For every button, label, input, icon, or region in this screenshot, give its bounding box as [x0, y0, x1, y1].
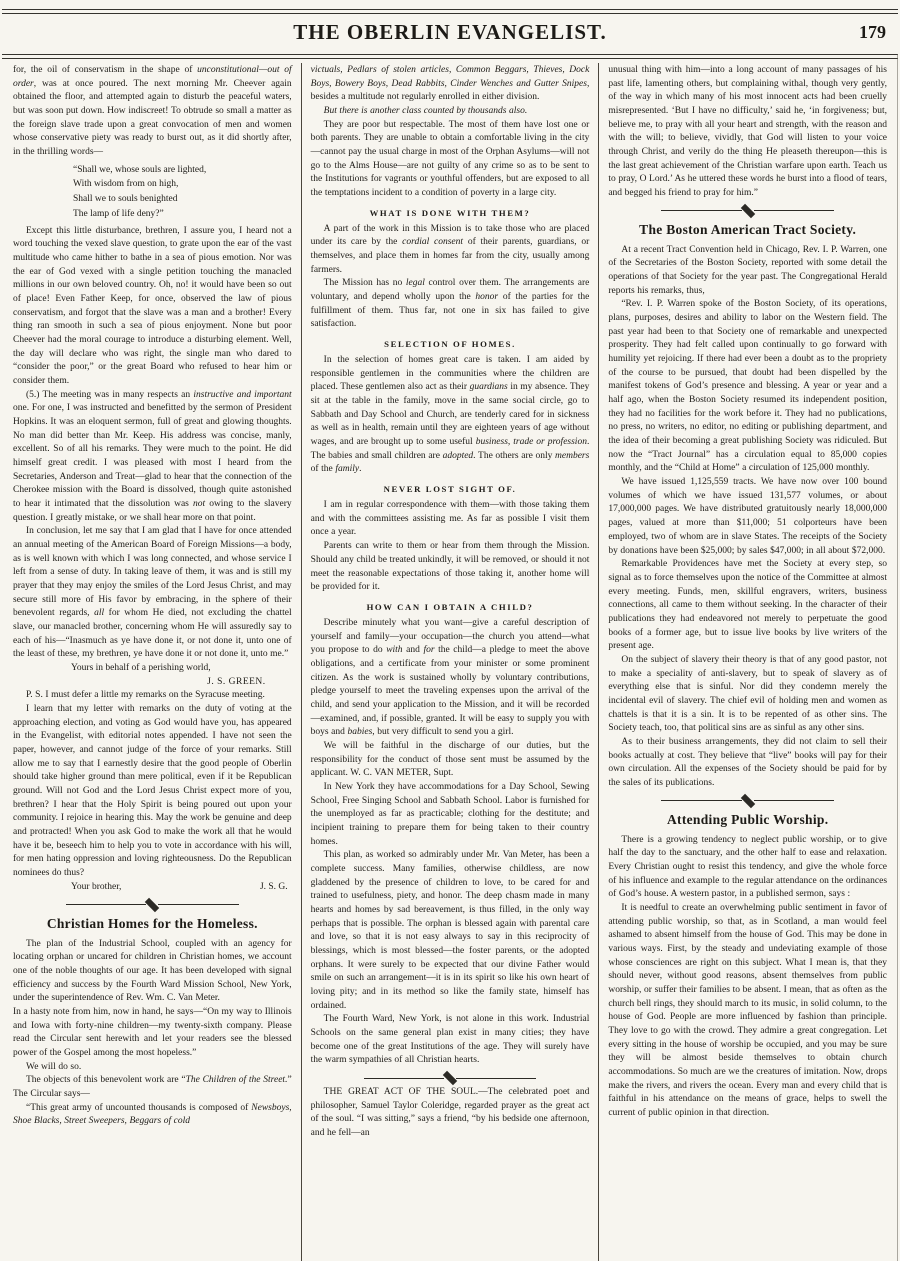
- verse-line: With wisdom from on high,: [73, 179, 179, 190]
- article-heading: The Boston American Tract Society.: [639, 221, 857, 237]
- paragraph: Describe minutely what you want—give a careful description of yourself and family—your occupation—the church you attend—what you propose to do with and for the child—a pledge to meet the above obligations, and a certificate from your minister or some prominent citizen. As the work is sustained wholly by voluntary contributions, pledge yourself to meet the traveling expenses upon the arrival of the child, and send your application to the Mission, and it will be recorded—examined, and, if possible, granted. It will be easy to supply you with boys and babies, but very difficult to send you a girl.: [310, 617, 590, 738]
- paragraph: The objects of this benevolent work are “The Children of the Street.” The Circular says—: [13, 1075, 292, 1099]
- masthead-rule: [2, 54, 898, 59]
- verse-line: The lamp of life deny?”: [73, 208, 164, 219]
- signature-initials: J. S. G.: [259, 881, 288, 892]
- letter-signoff-row: [13, 881, 292, 895]
- paragraph: unusual thing with him—into a long account of many passages of his past life, lamenting others, but complaining withal, though very gently, of the way in which many of his most innocent acts had been cruelly misrepresented. ‘But I have no difficulty,’ said he, ‘in forgiveness; but, believe me, to pray with all your heart and strength, with the reason and with the will; to believe, vividly, that God will listen to your voice through Christ, and verily do the thing He pleaseth thereupon—this is the last great achievement of the Christian warfare upon earth. Teach us to pray, O Lord.’ As he uttered these words he burst into a flood of tears, and begged his friend to pray for him.”: [608, 65, 888, 199]
- divider-diamond-ornament: [145, 897, 159, 911]
- masthead: [0, 14, 900, 54]
- paragraph: In conclusion, let me say that I am glad that I have for once attended an annual meeting of the American Board of Foreign Missions—a body, as is well known with which I was long connected, and whose service I left from a sense of duty. In taking leave of them, it was and is still my prayer that they may enjoy the smiles of the Lord Jesus Christ, and may secure still more of His favor by embracing, in the sphere of their benevolent regards, all for whom He died, not excluding the chattel slave, our manacled brother, concerning whom He will assuredly say to each of his—“Inasmuch as ye have done it, or not done it, unto one of the least of these, my brethren, ye have done it or not done it, unto me.”: [13, 526, 292, 660]
- columns-container: [0, 61, 900, 1261]
- section-subheading: NEVER LOST SIGHT OF.: [383, 484, 517, 495]
- paragraph: P. S. I must defer a little my remarks on the Syracuse meeting.: [26, 690, 265, 701]
- verse-line: “Shall we, whose souls are lighted,: [73, 164, 207, 175]
- letter-signature: J. S. GREEN.: [207, 676, 266, 687]
- paragraph: Parents can write to them or hear from them through the Mission. Should any child be treated unkindly, it will be removed, or should it not meet the reasonable expectations of those taking it, another home will be provided for it.: [310, 541, 590, 593]
- section-divider: [661, 798, 834, 804]
- paragraph: I am in regular correspondence with them—with those taking them and with the committees assisting me. As far as possible I visit them once a year.: [310, 500, 590, 538]
- paragraph: “Rev. I. P. Warren spoke of the Boston Society, of its operations, plans, purposes, desires and ability to labor on the Western field. The past year had been to that Society one of remarkable and unexpected prosperity. They had felt called upon continually to go forward with humility yet rejoicing. If there had ever been a doubt as to the propriety of the course to be pursued, that doubt had been dispelled by the manifest tokens of God’s presence and blessing. A year or year and a half ago, when the Boston Society resumed its independent position, they had no facilities for the work before it. They had no publications, no press, no writers, no editor, no editing or publishing department, and the idea of their becoming a great publishing Society was ridiculed. But now the “Tract Journal” has a circulation equal to 85,000 copies monthly, and the “Child at Home” a circulation of 125,000 monthly.: [608, 299, 888, 474]
- column-3: [599, 63, 896, 1261]
- paragraph: This plan, as worked so admirably under Mr. Van Meter, has been a complete success. Many families, otherwise childless, are now gladdened by the presence of children to love, to be cared for and trained to usefulness, piety, and honor. The deep chasm made in many hearts and homes by sad bereavement, is thus filled, in the only way perhaps that is possible. The orphan is blessed again with parental care and love, so that it is not easy always to say in this reciprocity of blessings, which is most blessed—the foster parents, or the adopted orphans. It were surely to be expected that our divine Father would smile on such an arrangement—it is in its spirit so like his own heart of loving pity; and in its method so like the family state, himself has ordained.: [310, 850, 590, 1011]
- paragraph: They are poor but respectable. The most of them have lost one or both parents. They are unable to obtain a comfortable living in the city—cannot pay the usual charge in most of the Orphan Asylums—will not go to the Alms House—are not guilty of any crime so as to be sent to the Institutions for vagrants or youthful offenders, but are exposed to all the temptations incident to a condition of poverty in a large city.: [310, 119, 590, 199]
- paragraph: Remarkable Providences have met the Society at every step, so signal as to force themselves upon the notice of the Committee at almost every meeting. Funds, men, skillful engravers, writers, business connections, all came to them without seeking. In the character of their publications they had endeavored not merely to perpetuate the good books of a former age, but to issue live books by live writers of the present age.: [608, 559, 888, 652]
- paragraph: As to their business arrangements, they did not claim to sell their books actually at cost. They believe that “live” books will pay for their own circulation. All the expenses of the Society should be paid for by the sales of its publications.: [608, 736, 888, 788]
- paragraph: “This great army of uncounted thousands is composed of Newsboys, Shoe Blacks, Street Sweepers, Beggars of cold: [13, 1102, 292, 1127]
- paragraph: In a hasty note from him, now in hand, he says—“On my way to Illinois and Iowa with forty-nine children—my twenty-sixth company. Please read the Circular sent herewith and let your readers see the blessed power of the Gospel among the most hopeless.”: [13, 1006, 292, 1058]
- paragraph: A part of the work in this Mission is to take those who are placed under its care by the cordial consent of their parents, guardians, or themselves, and place them in homes far from the city, usually among farmers.: [310, 223, 590, 275]
- section-subheading: HOW CAN I OBTAIN A CHILD?: [366, 601, 534, 612]
- paragraph: (5.) The meeting was in many respects an instructive and important one. For one, I was instructed and benefitted by the sermon of President Hopkins. It was an eloquent sermon, full of great and glowing thoughts. No man did better than Mr. Keep. His address was concise, manly, excellent. So of all his remarks. They were much to the point. He did himself great credit. I was pleased with most I heard from the Secretaries, Anderson and Treat—glad to hear that the connection of the Cherokee mission with the Board is dissolved, though quite astonished to hear it intimated that the dissolution was not owing to the slavery question. I greatly mistake, or we shall hear more on that point.: [13, 389, 292, 523]
- paragraph: In New York they have accommodations for a Day School, Sewing School, Free Singing School and Sabbath School. Labor is furnished for the unemployed as far as practicable; clothing for the destitute; and incipient training to prepare them for being taken to their country homes.: [310, 781, 590, 847]
- paragraph: for, the oil of conservatism in the shape of unconstitutional—out of order, was at once poured. The next morning Mr. Cheever again obtained the floor, and attempted again to disturb the peaceful waters, but was soon put down. How indiscreet! To obtrude so small a matter as the foreign slave trade upon a great convocation of men and women whose conservative piety was ready to burst out, as it did shortly after, in the thrilling words—: [13, 65, 292, 158]
- divider-diamond-ornament: [740, 204, 754, 218]
- paragraph: But there is another class counted by thousands also.: [323, 106, 528, 117]
- article-heading: Christian Homes for the Homeless.: [46, 915, 258, 931]
- page-number: 179: [859, 22, 886, 42]
- paragraph: The Fourth Ward, New York, is not alone in this work. Industrial Schools on the same general plan exist in many cities; they have become one of the great Institutions of the age. They will surely have the warm sympathies of all Christian hearts.: [310, 1014, 590, 1066]
- paragraph: At a recent Tract Convention held in Chicago, Rev. I. P. Warren, one of the Secretaries of the Boston Society, reported with some detail the operations of that Society for the year past. The Congregational Herald reports his remarks, thus,: [608, 244, 888, 296]
- paragraph: We will be faithful in the discharge of our duties, but the responsibility for the conduct of those sent must be assumed by the applicant. W. C. VAN METER, Supt.: [310, 740, 590, 779]
- newspaper-title: THE OBERLIN EVANGELIST.: [293, 20, 607, 44]
- section-subheading: SELECTION OF HOMES.: [384, 339, 516, 350]
- section-divider: [66, 902, 239, 908]
- paragraph: We will do so.: [26, 1061, 82, 1072]
- paragraph: THE GREAT ACT OF THE SOUL.—The celebrated poet and philosopher, Samuel Taylor Coleridge, regarded prayer as the great act of the soul. “I was sitting,” says a friend, “by his bedside one afternoon, and he fell—an: [310, 1087, 590, 1139]
- column-2: [302, 63, 600, 1261]
- divider-diamond-ornament: [740, 793, 754, 807]
- paragraph: I learn that my letter with remarks on the duty of voting at the approaching election, and voting as God would have you, has appeared in the Evangelist, with editorial notes appended. I have not seen the paper, however, and cannot judge of the force of your remarks. Still allow me to say that I earnestly desire that the good people of Oberlin should take higher ground than mere political, even if it be Republican ground. Will not God and the Lord Jesus Christ expect more of you, brethren? I hear that the Holy Spirit is being poured out upon your community. I rejoice in hearing this. May the work be genuine and deep and protracted! When you ask God to make the work all that he would have it be, beseech him to help you to vote in accordance with his will, for men hating oppression and loving righteousness. Do the Republican nominees do thus?: [13, 704, 292, 879]
- paragraph: Except this little disturbance, brethren, I assure you, I heard not a word touching the vexed slave question, to grate upon the ear of the vast multitude who came hither to bathe in a sea of pious emotion. Nor was the ear of God vexed with a single petition touching the manacled millions in our own beloved country. Oh, no! it would have been so out of place! Even Father Keep, for once, observed the law of pious conservatism, and forgot that the slave was a man and a brother! Every thing ran smooth in such a sea of pious enjoyment. None but poor Cheever had the moral courage to introduce a disturbing element. Well, the day will declare who was right, the single man who dared to “consider the poor,” or the great Board who refused to hear him or consider them.: [13, 225, 292, 386]
- paragraph: There is a growing tendency to neglect public worship, or to give half the day to the sanctuary, and the other half to ease and relaxation. Every Christian ought to resist this tendency, and give the whole force of his influence and example to the regular attendance on the ordinances of God’s house. A western pastor, in a published sermon, says :: [608, 834, 888, 900]
- divider-diamond-ornament: [443, 1071, 457, 1085]
- section-divider: [364, 1075, 537, 1081]
- page-edge-rule: [897, 54, 898, 1261]
- article-heading: Attending Public Worship.: [666, 811, 829, 827]
- verse-line: Shall we to souls benighted: [73, 194, 178, 205]
- paragraph: It is needful to create an overwhelming public sentiment in favor of attending public worship, so that, as in Scotland, a man would feel ashamed to absent himself from the house of God. This may be done in various ways. First, by the steady and undeviating example of those whose consciences are right on this subject. What I mean is, that they should never, without good reasons, absent themselves from public worship, or suffer their families to be absent. I mean, that as often as the church bell rings, they should march to its music, in solid column, to the house of God. People are more influenced by fashion than principle. They love to go with the crowd. They admire a great congregation. Let every sitting in the house of worship be occupied, and you may be sure they will be almost beside themselves to obtain church accommodations. So much are we the creatures of imitation. Now, drops make the rivers, and rivers the ocean. Every man and every child that is faithful in his attendance on the means of grace, helps to swell the current of public opinion in that direction.: [608, 902, 888, 1119]
- verse-quote: [73, 163, 292, 222]
- section-subheading: WHAT IS DONE WITH THEM?: [369, 207, 531, 218]
- paragraph: The Mission has no legal control over them. The arrangements are voluntary, and depend wholly upon the honor of the parties for the fulfillment of them. Thus far, not one in six has failed to give satisfaction.: [310, 278, 590, 330]
- paragraph: We have issued 1,125,559 tracts. We have now over 100 bound volumes of which we have issued 131,577 volumes, or about 17,000,000 pages. We have distributed gratuitously nearly 18,000,000 pages, valued at more than $11,000; 51 colporteurs have been employed, two of whom are in slave States. The receipts of the Society by donations have been $25,000; by sales $47,000; in all about $72,000.: [608, 477, 888, 556]
- signoff-left: Your brother,: [71, 881, 122, 892]
- letter-signoff: Yours in behalf of a perishing world,: [71, 663, 211, 674]
- column-1: [4, 63, 302, 1261]
- paragraph: victuals, Pedlars of stolen articles, Common Beggars, Thieves, Dock Boys, Bowery Boys, Dead Rabbits, Cinder Wenches and Gutter Snipes, besides a multitude not regularly enrolled in either division.: [310, 65, 590, 103]
- paragraph: The plan of the Industrial School, coupled with an agency for locating orphan or uncared for children in Christian homes, we account one of the noble thoughts of our age. It has been developed with signal efficiency and success by the Fourth Ward Mission School, New York, under the superintendence of Rev. Wm. C. Van Meter.: [13, 938, 292, 1004]
- paragraph: On the subject of slavery their theory is that of any good pastor, not to make a speciality of anti-slavery, but to speak of slavery as of everything else that is sinful. Nor did they condemn merely the incidental evil of slavery. The chief evil of holding men and women as chattels is that it is a sin. It is to be repented of as other sins. The Society teach, too, that political sins are as sinful as any other sins.: [608, 654, 888, 734]
- section-divider: [661, 208, 834, 214]
- paragraph: In the selection of homes great care is taken. I am aided by responsible gentlemen in the communities where the children are placed. These gentlemen also act as their guardians in my absence. They sit at the table in the family, move in the same social circle, go to Sabbath and Day School and Church, are tenderly cared for in sickness as well as in health, remain until they are eighteen years of age without wages, and are brought up to some useful business, trade or profession. The babies and small children are adopted. The others are only members of the family.: [310, 355, 590, 475]
